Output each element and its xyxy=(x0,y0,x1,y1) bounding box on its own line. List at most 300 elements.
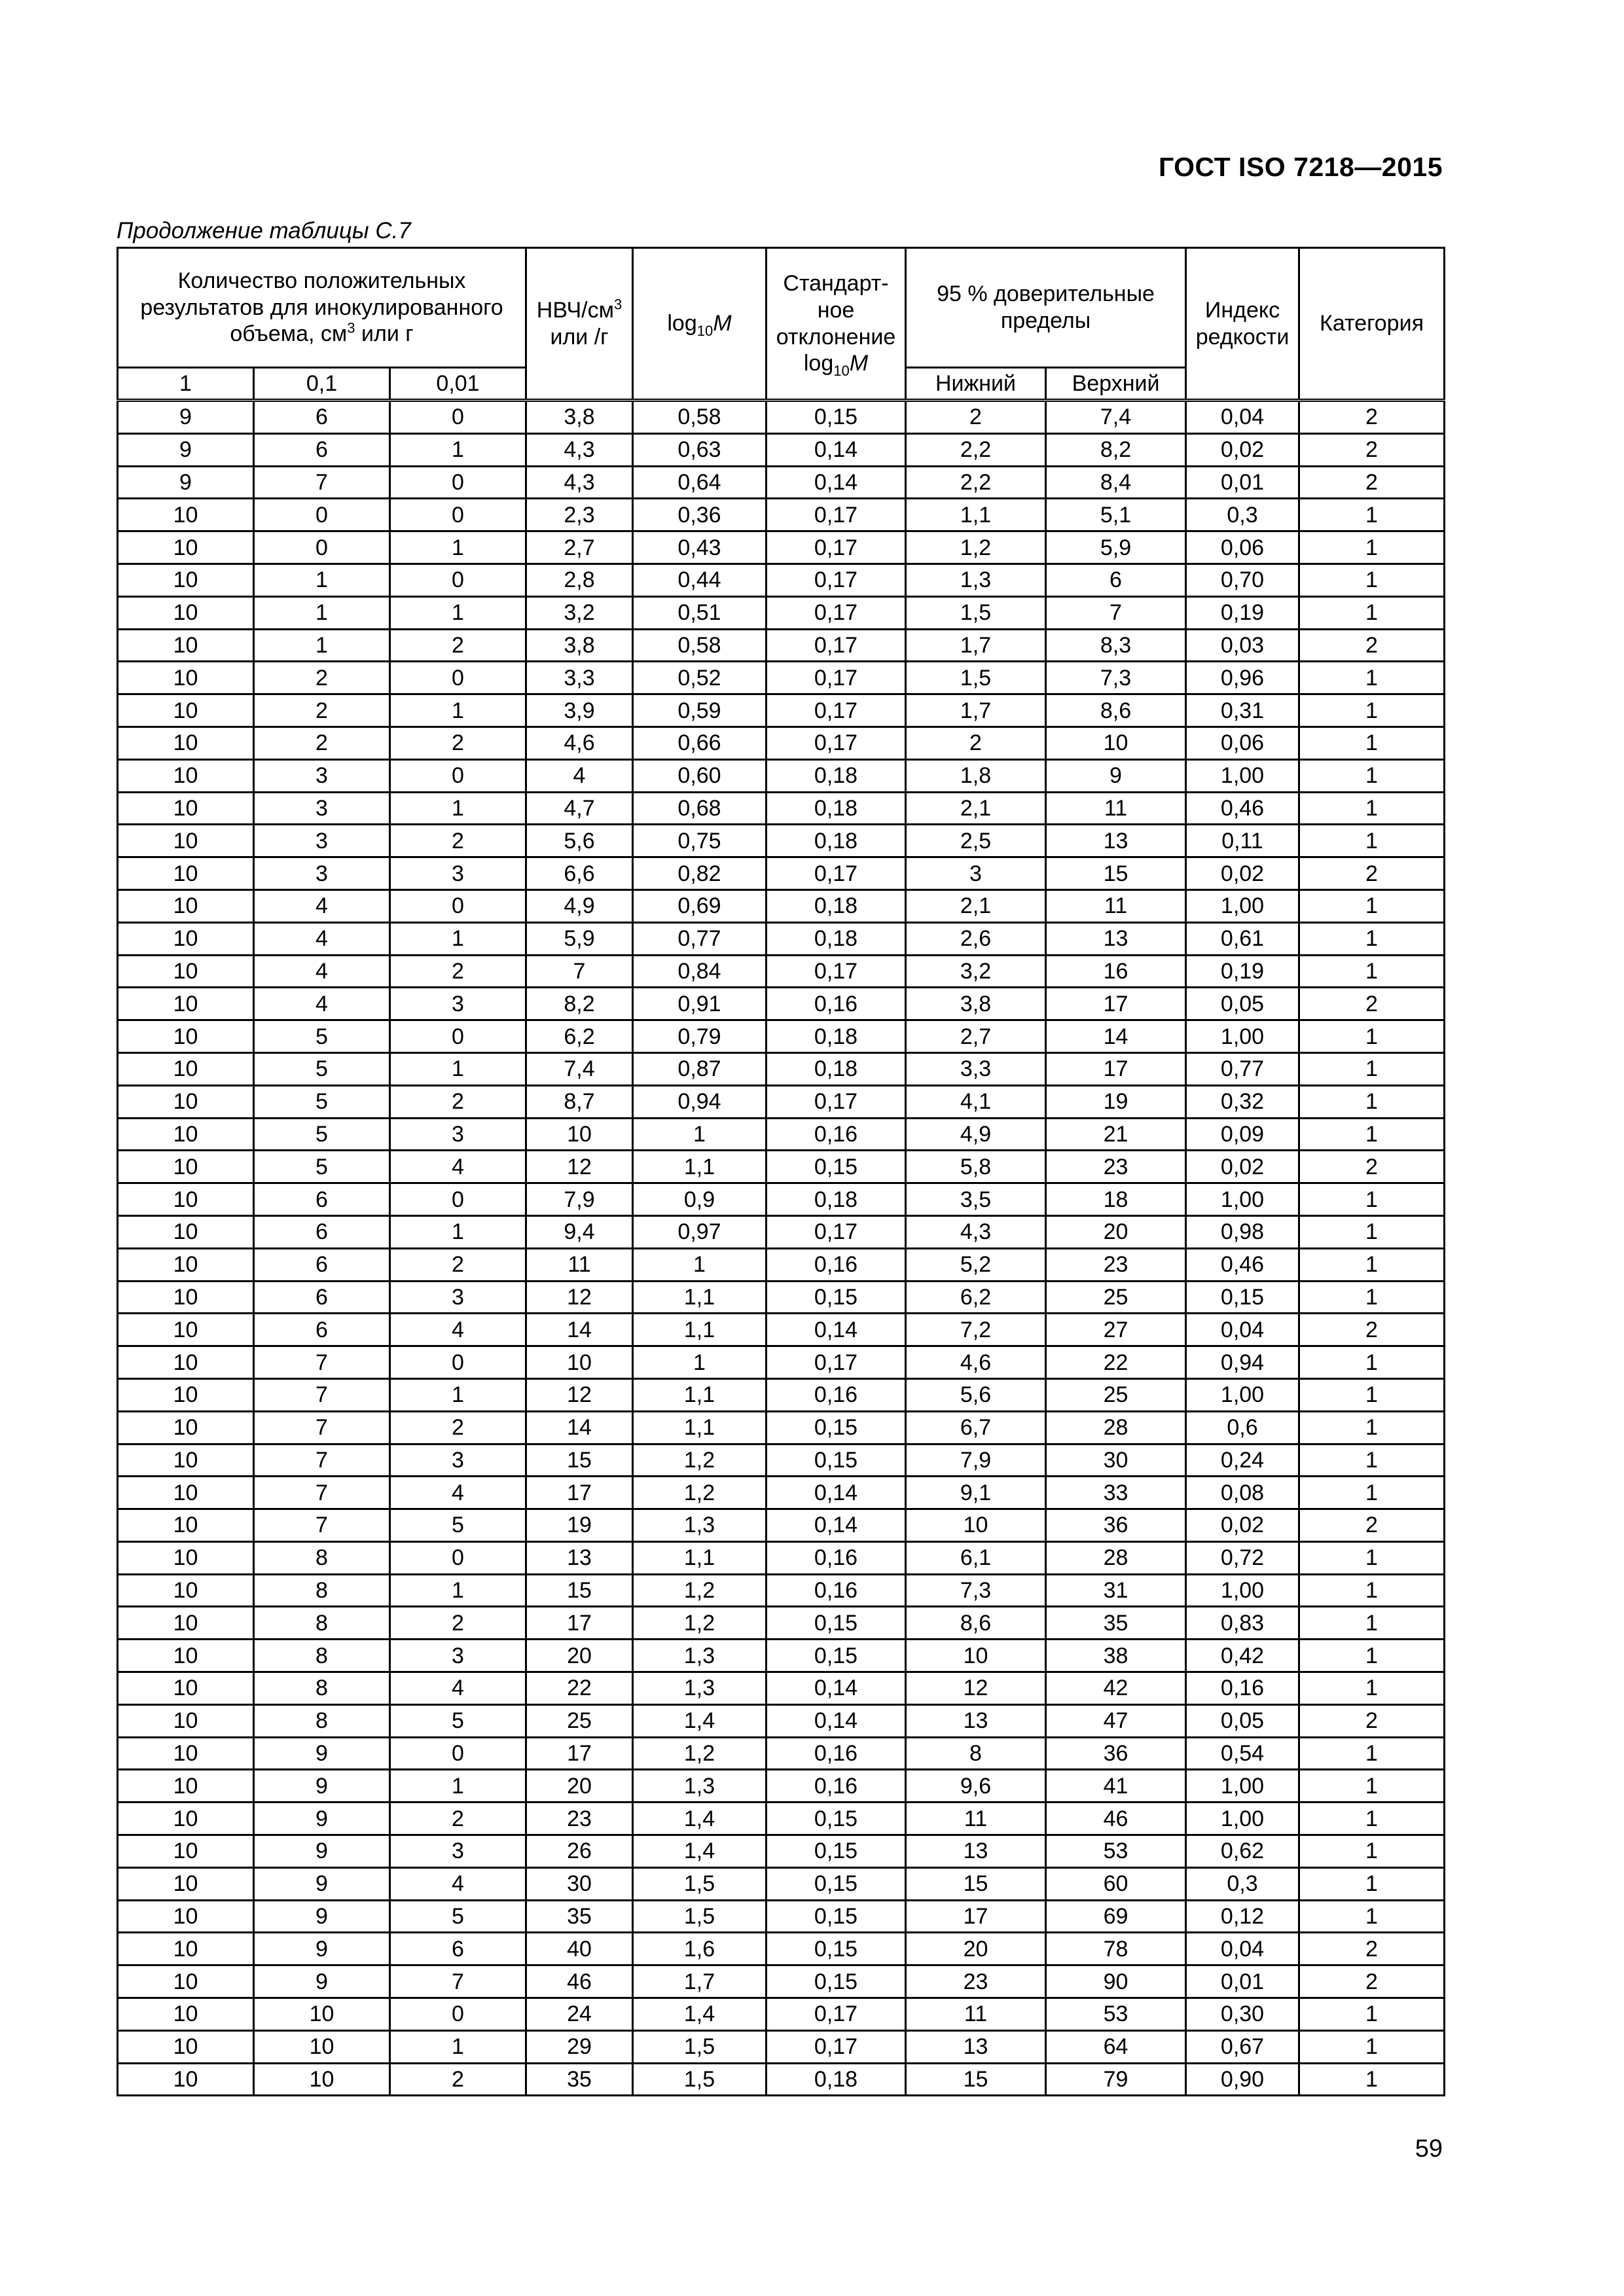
table-cell: 3 xyxy=(390,1118,526,1151)
table-row xyxy=(118,1574,1445,1607)
table-row xyxy=(118,1835,1445,1868)
table-cell: 0,15 xyxy=(767,1281,906,1314)
table-cell: 17 xyxy=(526,1607,633,1640)
table-cell: 0,44 xyxy=(633,564,767,596)
table-cell: 2 xyxy=(1299,629,1445,662)
table-cell: 10 xyxy=(118,1477,254,1509)
table-cell: 69 xyxy=(1046,1900,1186,1933)
table-cell: 0,18 xyxy=(767,1020,906,1053)
table-caption: Продолжение таблицы С.7 xyxy=(117,218,411,243)
table-cell: 1 xyxy=(390,694,526,727)
table-cell: 1 xyxy=(1299,2063,1445,2096)
header-mpn: НВЧ/$см^3$ или /г xyxy=(526,248,633,401)
table-cell: 13 xyxy=(1046,825,1186,857)
table-cell: 3,9 xyxy=(526,694,633,727)
table-cell: 3,8 xyxy=(526,401,633,434)
table-cell: 0,94 xyxy=(1186,1346,1299,1379)
header-rarity-index: Индекс редкости xyxy=(1186,248,1299,401)
table-cell: 0,15 xyxy=(767,1900,906,1933)
table-cell: 8,4 xyxy=(1046,466,1186,499)
table-cell: 0,14 xyxy=(767,433,906,466)
table-cell: 25 xyxy=(1046,1378,1186,1411)
table-cell: 0,17 xyxy=(767,1215,906,1248)
table-cell: 10 xyxy=(254,2030,390,2063)
table-cell: 0,77 xyxy=(633,922,767,955)
table-cell: 0,3 xyxy=(1186,499,1299,531)
table-cell: 17 xyxy=(526,1477,633,1509)
table-cell: 0,94 xyxy=(633,1085,767,1118)
table-cell: 10 xyxy=(118,1998,254,2031)
table-cell: 2,3 xyxy=(526,499,633,531)
table-cell: 47 xyxy=(1046,1704,1186,1737)
table-cell: 0,16 xyxy=(1186,1672,1299,1705)
table-cell: 1 xyxy=(1299,694,1445,727)
table-cell: 5 xyxy=(254,1020,390,1053)
table-cell: 10 xyxy=(118,1509,254,1542)
table-cell: 0,17 xyxy=(767,629,906,662)
table-cell: 0,05 xyxy=(1186,1704,1299,1737)
table-cell: 7,9 xyxy=(906,1444,1046,1477)
table-cell: 8,3 xyxy=(1046,629,1186,662)
table-cell: 2 xyxy=(1299,1314,1445,1346)
table-cell: 0,14 xyxy=(767,466,906,499)
table-cell: 1,1 xyxy=(906,499,1046,531)
table-cell: 1 xyxy=(1299,2030,1445,2063)
table-cell: 0,19 xyxy=(1186,596,1299,629)
table-cell: 79 xyxy=(1046,2063,1186,2096)
table-cell: 0,63 xyxy=(633,433,767,466)
table-cell: 4 xyxy=(254,889,390,922)
table-cell: 10 xyxy=(118,1737,254,1770)
table-cell: 19 xyxy=(526,1509,633,1542)
table-cell: 1 xyxy=(1299,531,1445,564)
table-cell: 0,83 xyxy=(1186,1607,1299,1640)
table-cell: 9 xyxy=(254,1737,390,1770)
table-cell: 1 xyxy=(1299,792,1445,825)
table-cell: 0,16 xyxy=(767,1770,906,1803)
table-row xyxy=(118,1640,1445,1672)
table-cell: 2 xyxy=(390,1803,526,1835)
table-cell: 1,5 xyxy=(633,2030,767,2063)
table-cell: 0,01 xyxy=(1186,1965,1299,1998)
document-id: ГОСТ ISO 7218—2015 xyxy=(1158,152,1443,182)
table-cell: 5 xyxy=(390,1704,526,1737)
table-cell: 5 xyxy=(254,1151,390,1183)
table-cell: 0,15 xyxy=(767,1444,906,1477)
table-cell: 10 xyxy=(118,1052,254,1085)
table-cell: 1 xyxy=(390,922,526,955)
table-cell: 1 xyxy=(1299,1020,1445,1053)
table-cell: 1,4 xyxy=(633,1835,767,1868)
table-cell: 10 xyxy=(118,889,254,922)
table-cell: 1 xyxy=(1299,1574,1445,1607)
table-cell: 2 xyxy=(906,726,1046,759)
table-cell: 0,58 xyxy=(633,629,767,662)
table-cell: 21 xyxy=(1046,1118,1186,1151)
table-cell: 6 xyxy=(254,1183,390,1216)
table-cell: 0,17 xyxy=(767,662,906,694)
table-cell: 3 xyxy=(254,759,390,792)
table-cell: 6 xyxy=(254,1215,390,1248)
table-cell: 4 xyxy=(390,1672,526,1705)
table-cell: 0,69 xyxy=(633,889,767,922)
table-cell: 8 xyxy=(254,1574,390,1607)
table-cell: 10 xyxy=(118,1867,254,1900)
table-cell: 15 xyxy=(906,1867,1046,1900)
table-cell: 2 xyxy=(390,2063,526,2096)
table-row xyxy=(118,531,1445,564)
table-cell: 0,18 xyxy=(767,792,906,825)
table-row xyxy=(118,1215,1445,1248)
table-cell: 0,17 xyxy=(767,1998,906,2031)
table-row xyxy=(118,1183,1445,1216)
table-row xyxy=(118,1867,1445,1900)
table-cell: 0,17 xyxy=(767,694,906,727)
table-cell: 9,6 xyxy=(906,1770,1046,1803)
table-cell: 8,2 xyxy=(526,988,633,1020)
table-cell: 0 xyxy=(254,531,390,564)
table-cell: 10 xyxy=(118,1672,254,1705)
table-row xyxy=(118,889,1445,922)
table-cell: 0,17 xyxy=(767,499,906,531)
table-cell: 30 xyxy=(526,1867,633,1900)
table-cell: 2 xyxy=(1299,1509,1445,1542)
table-cell: 13 xyxy=(526,1541,633,1574)
table-cell: 12 xyxy=(526,1151,633,1183)
table-cell: 0,96 xyxy=(1186,662,1299,694)
table-cell: 26 xyxy=(526,1835,633,1868)
table-cell: 0,16 xyxy=(767,1737,906,1770)
table-row xyxy=(118,1314,1445,1346)
table-cell: 2 xyxy=(1299,433,1445,466)
table-cell: 4,9 xyxy=(906,1118,1046,1151)
table-row xyxy=(118,1052,1445,1085)
table-cell: 1,7 xyxy=(906,629,1046,662)
table-cell: 0,16 xyxy=(767,1248,906,1281)
table-row xyxy=(118,1607,1445,1640)
table-cell: 6 xyxy=(254,1248,390,1281)
table-cell: 3,8 xyxy=(906,988,1046,1020)
table-cell: 1 xyxy=(1299,1640,1445,1672)
table-cell: 0,18 xyxy=(767,889,906,922)
table-cell: 17 xyxy=(526,1737,633,1770)
table-cell: 0,3 xyxy=(1186,1867,1299,1900)
table-cell: 0,30 xyxy=(1186,1998,1299,2031)
table-cell: 0,16 xyxy=(767,1541,906,1574)
table-cell: 23 xyxy=(1046,1151,1186,1183)
table-cell: 0,15 xyxy=(767,1151,906,1183)
table-cell: 8 xyxy=(254,1704,390,1737)
table-cell: 10 xyxy=(118,726,254,759)
table-cell: 9 xyxy=(254,1965,390,1998)
table-cell: 1 xyxy=(1299,889,1445,922)
table-cell: 1 xyxy=(1299,825,1445,857)
table-cell: 3 xyxy=(390,1835,526,1868)
table-cell: 1 xyxy=(633,1248,767,1281)
table-cell: 53 xyxy=(1046,1835,1186,1868)
header-volume-0-1: 0,1 xyxy=(254,368,390,401)
table-cell: 46 xyxy=(526,1965,633,1998)
table-cell: 1 xyxy=(1299,499,1445,531)
table-cell: 3 xyxy=(254,792,390,825)
table-cell: 10 xyxy=(118,1411,254,1444)
table-cell: 1,5 xyxy=(633,1867,767,1900)
table-row xyxy=(118,1803,1445,1835)
table-cell: 0 xyxy=(390,1541,526,1574)
table-cell: 10 xyxy=(118,1085,254,1118)
table-cell: 1,5 xyxy=(633,1900,767,1933)
table-cell: 10 xyxy=(118,1574,254,1607)
table-cell: 5,6 xyxy=(906,1378,1046,1411)
table-cell: 1 xyxy=(1299,1867,1445,1900)
table-row xyxy=(118,1477,1445,1509)
table-row xyxy=(118,955,1445,988)
table-cell: 7 xyxy=(254,1477,390,1509)
table-cell: 1 xyxy=(1299,662,1445,694)
table-cell: 0,17 xyxy=(767,726,906,759)
table-cell: 5,6 xyxy=(526,825,633,857)
table-cell: 35 xyxy=(526,2063,633,2096)
table-cell: 19 xyxy=(1046,1085,1186,1118)
table-cell: 1 xyxy=(390,2030,526,2063)
table-cell: 9 xyxy=(1046,759,1186,792)
table-cell: 1 xyxy=(390,1770,526,1803)
table-row xyxy=(118,1346,1445,1379)
table-cell: 0,14 xyxy=(767,1509,906,1542)
table-cell: 10 xyxy=(118,1118,254,1151)
table-cell: 5 xyxy=(390,1900,526,1933)
table-cell: 0,18 xyxy=(767,1052,906,1085)
table-cell: 8 xyxy=(254,1672,390,1705)
table-cell: 0 xyxy=(254,499,390,531)
table-cell: 0,62 xyxy=(1186,1835,1299,1868)
table-cell: 10 xyxy=(526,1118,633,1151)
table-row xyxy=(118,694,1445,727)
table-cell: 1 xyxy=(390,1378,526,1411)
table-cell: 1 xyxy=(1299,1052,1445,1085)
table-cell: 6,7 xyxy=(906,1411,1046,1444)
table-cell: 7 xyxy=(1046,596,1186,629)
table-cell: 1 xyxy=(1299,1411,1445,1444)
table-cell: 0,01 xyxy=(1186,466,1299,499)
table-cell: 1 xyxy=(1299,1085,1445,1118)
table-cell: 1 xyxy=(1299,1444,1445,1477)
table-cell: 1 xyxy=(390,1052,526,1085)
table-cell: 2,6 xyxy=(906,922,1046,955)
table-cell: 1,4 xyxy=(633,1998,767,2031)
table-cell: 1,4 xyxy=(633,1803,767,1835)
table-cell: 10 xyxy=(526,1346,633,1379)
table-cell: 2,1 xyxy=(906,889,1046,922)
table-cell: 2 xyxy=(390,825,526,857)
table-cell: 1,5 xyxy=(633,2063,767,2096)
table-cell: 2 xyxy=(1299,1704,1445,1737)
table-cell: 10 xyxy=(118,1346,254,1379)
table-cell: 1,1 xyxy=(633,1411,767,1444)
table-cell: 4,3 xyxy=(906,1215,1046,1248)
table-cell: 9 xyxy=(254,1867,390,1900)
table-cell: 5 xyxy=(254,1118,390,1151)
table-row xyxy=(118,1737,1445,1770)
table-row xyxy=(118,1672,1445,1705)
table-cell: 10 xyxy=(118,1444,254,1477)
header-volume-1: 1 xyxy=(118,368,254,401)
table-cell: 1 xyxy=(254,564,390,596)
table-cell: 1,3 xyxy=(633,1672,767,1705)
table-cell: 9 xyxy=(118,401,254,434)
table-cell: 1 xyxy=(390,531,526,564)
table-cell: 0,97 xyxy=(633,1215,767,1248)
table-cell: 0,18 xyxy=(767,922,906,955)
table-cell: 1,3 xyxy=(633,1770,767,1803)
table-cell: 6 xyxy=(1046,564,1186,596)
table-cell: 1,6 xyxy=(633,1933,767,1965)
table-cell: 36 xyxy=(1046,1737,1186,1770)
table-cell: 0,17 xyxy=(767,596,906,629)
table-cell: 6 xyxy=(254,1314,390,1346)
table-cell: 1,2 xyxy=(906,531,1046,564)
table-cell: 9 xyxy=(254,1900,390,1933)
table-cell: 0,70 xyxy=(1186,564,1299,596)
table-cell: 0,72 xyxy=(1186,1541,1299,1574)
table-row xyxy=(118,1541,1445,1574)
table-cell: 5,9 xyxy=(526,922,633,955)
table-cell: 0 xyxy=(390,662,526,694)
table-cell: 1,1 xyxy=(633,1281,767,1314)
table-cell: 1 xyxy=(1299,759,1445,792)
table-cell: 10 xyxy=(118,1900,254,1933)
table-cell: 28 xyxy=(1046,1411,1186,1444)
table-cell: 78 xyxy=(1046,1933,1186,1965)
table-cell: 8,6 xyxy=(906,1607,1046,1640)
table-cell: 0,15 xyxy=(767,1411,906,1444)
table-row xyxy=(118,1998,1445,2031)
table-cell: 0 xyxy=(390,1346,526,1379)
table-cell: 20 xyxy=(526,1640,633,1672)
table-cell: 10 xyxy=(118,499,254,531)
table-cell: 1,2 xyxy=(633,1477,767,1509)
table-cell: 0,9 xyxy=(633,1183,767,1216)
table-cell: 8,2 xyxy=(1046,433,1186,466)
table-cell: 0,19 xyxy=(1186,955,1299,988)
table-cell: 10 xyxy=(906,1640,1046,1672)
table-cell: 0,16 xyxy=(767,1118,906,1151)
table-cell: 17 xyxy=(906,1900,1046,1933)
table-cell: 30 xyxy=(1046,1444,1186,1477)
table-cell: 17 xyxy=(1046,1052,1186,1085)
table-cell: 7 xyxy=(254,1378,390,1411)
table-cell: 1 xyxy=(390,792,526,825)
table-cell: 9 xyxy=(254,1835,390,1868)
table-cell: 0 xyxy=(390,1998,526,2031)
table-cell: 25 xyxy=(526,1704,633,1737)
table-cell: 13 xyxy=(1046,922,1186,955)
table-cell: 0,46 xyxy=(1186,792,1299,825)
table-row xyxy=(118,1933,1445,1965)
table-cell: 0,05 xyxy=(1186,988,1299,1020)
table-cell: 0,51 xyxy=(633,596,767,629)
table-cell: 1 xyxy=(1299,1346,1445,1379)
table-cell: 23 xyxy=(526,1803,633,1835)
table-cell: 4,9 xyxy=(526,889,633,922)
table-cell: 2,5 xyxy=(906,825,1046,857)
table-cell: 4 xyxy=(390,1477,526,1509)
table-cell: 9,1 xyxy=(906,1477,1046,1509)
table-cell: 0,66 xyxy=(633,726,767,759)
table-cell: 0,12 xyxy=(1186,1900,1299,1933)
table-cell: 10 xyxy=(118,1378,254,1411)
table-cell: 12 xyxy=(526,1378,633,1411)
table-cell: 1,00 xyxy=(1186,889,1299,922)
table-cell: 7 xyxy=(254,1444,390,1477)
table-cell: 3 xyxy=(390,857,526,890)
table-cell: 0,61 xyxy=(1186,922,1299,955)
table-cell: 0,58 xyxy=(633,401,767,434)
table-cell: 0,16 xyxy=(767,1378,906,1411)
table-cell: 1 xyxy=(1299,955,1445,988)
table-cell: 4,3 xyxy=(526,466,633,499)
table-cell: 4,3 xyxy=(526,433,633,466)
table-cell: 10 xyxy=(118,1704,254,1737)
table-cell: 2 xyxy=(390,726,526,759)
table-cell: 20 xyxy=(1046,1215,1186,1248)
table-cell: 1 xyxy=(1299,1900,1445,1933)
table-row xyxy=(118,1965,1445,1998)
table-cell: 1 xyxy=(633,1346,767,1379)
table-cell: 10 xyxy=(118,596,254,629)
table-cell: 1 xyxy=(390,596,526,629)
table-cell: 0,11 xyxy=(1186,825,1299,857)
table-cell: 2 xyxy=(254,694,390,727)
table-cell: 4,7 xyxy=(526,792,633,825)
table-cell: 10 xyxy=(118,629,254,662)
table-cell: 2,2 xyxy=(906,433,1046,466)
table-cell: 10 xyxy=(118,1803,254,1835)
table-row xyxy=(118,1411,1445,1444)
table-cell: 0,02 xyxy=(1186,1151,1299,1183)
table-cell: 10 xyxy=(906,1509,1046,1542)
table-cell: 2 xyxy=(1299,466,1445,499)
table-cell: 0,09 xyxy=(1186,1118,1299,1151)
table-cell: 38 xyxy=(1046,1640,1186,1672)
table-cell: 4 xyxy=(254,955,390,988)
table-cell: 1 xyxy=(1299,1803,1445,1835)
table-cell: 1,00 xyxy=(1186,1183,1299,1216)
table-cell: 13 xyxy=(906,2030,1046,2063)
table-cell: 1,3 xyxy=(633,1640,767,1672)
table-cell: 0,15 xyxy=(767,1803,906,1835)
table-cell: 7 xyxy=(254,1411,390,1444)
table-cell: 0,14 xyxy=(767,1314,906,1346)
table-cell: 1 xyxy=(1299,726,1445,759)
table-cell: 7 xyxy=(254,1509,390,1542)
table-cell: 6,2 xyxy=(906,1281,1046,1314)
table-cell: 1,00 xyxy=(1186,1803,1299,1835)
table-cell: 0,02 xyxy=(1186,857,1299,890)
table-row xyxy=(118,401,1445,434)
table-cell: 3 xyxy=(390,1281,526,1314)
table-row xyxy=(118,564,1445,596)
table-cell: 0,54 xyxy=(1186,1737,1299,1770)
table-cell: 0,17 xyxy=(767,531,906,564)
table-row xyxy=(118,433,1445,466)
table-cell: 2,7 xyxy=(906,1020,1046,1053)
table-row xyxy=(118,1118,1445,1151)
table-cell: 6 xyxy=(390,1933,526,1965)
table-cell: 90 xyxy=(1046,1965,1186,1998)
table-cell: 8 xyxy=(906,1737,1046,1770)
table-cell: 36 xyxy=(1046,1509,1186,1542)
